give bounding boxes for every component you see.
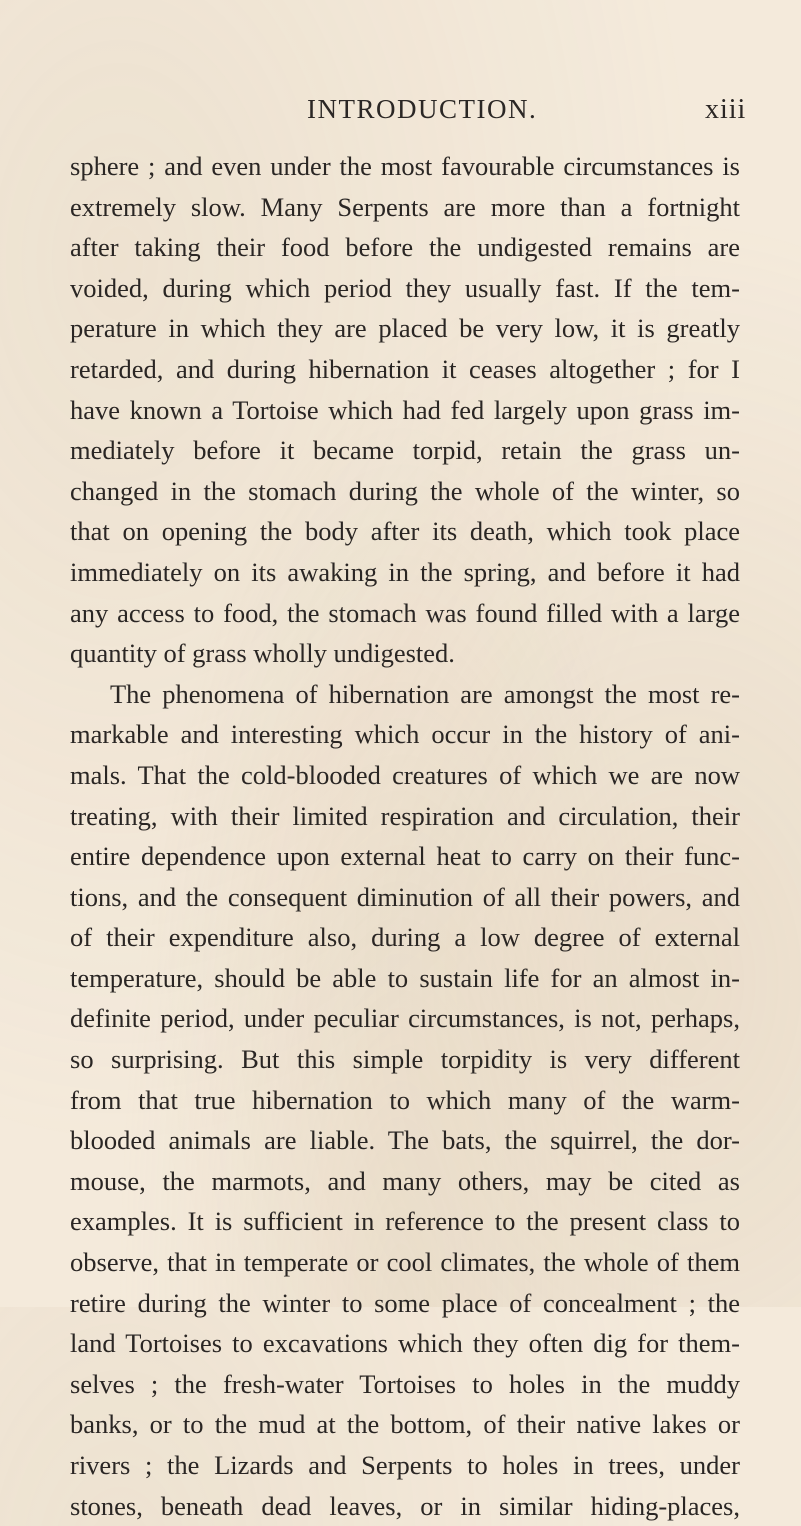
text-line: blooded animals are liable. The bats, the squirrel, the dor- bbox=[70, 1125, 740, 1156]
text-line: voided, during which period they usually fast. If the tem- bbox=[70, 272, 740, 303]
text-line: examples. It is sufficient in reference to the present class to bbox=[70, 1206, 740, 1237]
text-line: have known a Tortoise which had fed largely upon grass im- bbox=[70, 394, 740, 425]
text-line: any access to food, the stomach was found filled with a large bbox=[70, 597, 740, 628]
running-title: INTRODUCTION. bbox=[307, 94, 538, 124]
text-line: entire dependence upon external heat to carry on their func- bbox=[70, 841, 740, 872]
text-line: so surprising. But this simple torpidity is very different bbox=[70, 1044, 740, 1075]
text-line: quantity of grass wholly undigested. bbox=[70, 638, 455, 669]
text-line: mediately before it became torpid, retain the grass un- bbox=[70, 435, 740, 466]
text-line: that on opening the body after its death, which took place bbox=[70, 516, 740, 547]
text-line: sphere ; and even under the most favourable circumstances is bbox=[70, 151, 740, 181]
page-header bbox=[0, 94, 801, 134]
paragraph bbox=[70, 674, 740, 1526]
text-line: banks, or to the mud at the bottom, of their native lakes or bbox=[70, 1409, 740, 1440]
text-line: observe, that in temperate or cool climates, the whole of them bbox=[70, 1247, 740, 1278]
text-line: after taking their food before the undigested remains are bbox=[70, 232, 740, 263]
text-line: selves ; the fresh-water Tortoises to holes in the muddy bbox=[70, 1368, 740, 1399]
text-line: tions, and the consequent diminution of all their powers, and bbox=[70, 881, 740, 912]
text-line: changed in the stomach during the whole of the winter, so bbox=[70, 475, 740, 506]
text-line: rivers ; the Lizards and Serpents to holes in trees, under bbox=[70, 1450, 740, 1480]
page-number: xiii bbox=[705, 94, 747, 125]
body-text bbox=[70, 146, 740, 1526]
text-line: stones, beneath dead leaves, or in similar hiding-places, bbox=[70, 1490, 740, 1521]
text-line: immediately on its awaking in the spring, and before it had bbox=[70, 556, 740, 587]
text-line: land Tortoises to excavations which they often dig for them- bbox=[70, 1328, 740, 1359]
paragraph bbox=[70, 146, 740, 674]
text-line: temperature, should be able to sustain life for an almost in- bbox=[70, 962, 740, 993]
text-line: perature in which they are placed be very low, it is greatly bbox=[70, 313, 740, 344]
text-line: The phenomena of hibernation are amongst the most re- bbox=[110, 678, 740, 709]
text-line: treating, with their limited respiration and circulation, their bbox=[70, 800, 740, 831]
text-line: retarded, and during hibernation it ceases altogether ; for I bbox=[70, 353, 740, 384]
text-line: of their expenditure also, during a low degree of external bbox=[70, 922, 740, 953]
text-line: markable and interesting which occur in the history of ani- bbox=[70, 719, 740, 750]
text-line: from that true hibernation to which many of the warm- bbox=[70, 1084, 740, 1115]
text-line: extremely slow. Many Serpents are more than a fortnight bbox=[70, 191, 740, 222]
text-line: definite period, under peculiar circumstances, is not, perhaps, bbox=[70, 1003, 740, 1034]
text-line: mals. That the cold-blooded creatures of which we are now bbox=[70, 759, 740, 790]
text-line: retire during the winter to some place of concealment ; the bbox=[70, 1287, 740, 1318]
text-line: mouse, the marmots, and many others, may be cited as bbox=[70, 1165, 740, 1196]
